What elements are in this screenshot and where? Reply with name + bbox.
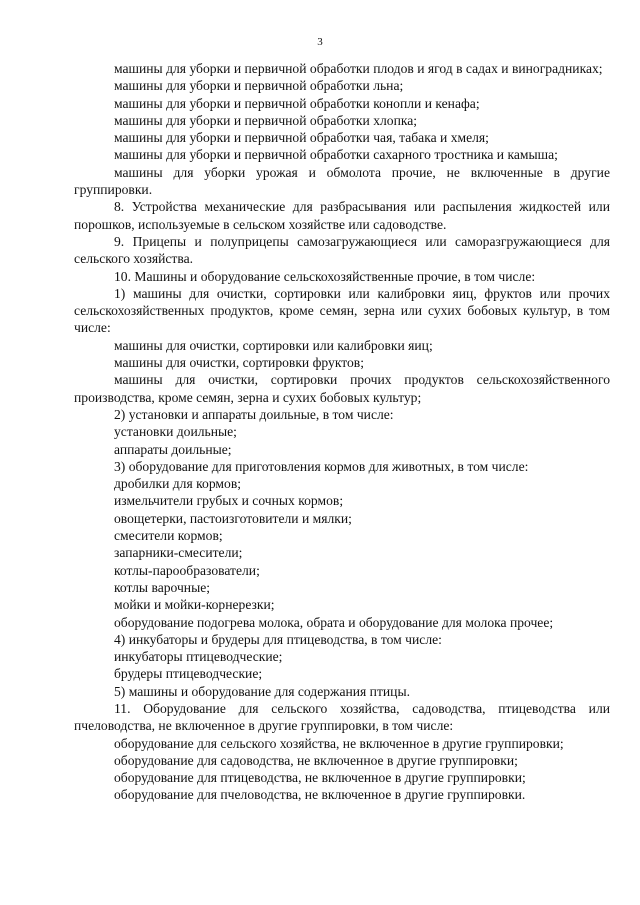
paragraph: 11. Оборудование для сельского хозяйства, садоводства, птицеводства или пчеловодства, не включенное в другие группировки, в том числе: (74, 700, 610, 734)
paragraph: смесители кормов; (114, 528, 223, 544)
paragraph: 9. Прицепы и полуприцепы самозагружающиеся или саморазгружающиеся для сельского хозяйства. (74, 233, 610, 267)
paragraph: дробилки для кормов; (114, 476, 242, 492)
paragraph: котлы варочные; (114, 579, 211, 595)
paragraph: овощетерки, пастоизготовители и мялки; (114, 510, 352, 526)
document-body (74, 60, 610, 804)
paragraph: инкубаторы птицеводческие; (114, 649, 283, 665)
paragraph: 8. Устройства механические для разбрасывания или распыления жидкостей или порошков, используемые в сельском хозяйстве или садоводстве. (74, 199, 610, 232)
paragraph: котлы-парообразователи; (114, 562, 260, 578)
paragraph: брудеры птицеводческие; (114, 666, 263, 682)
paragraph: запарники-смесители; (114, 545, 243, 561)
paragraph: машины для уборки урожая и обмолота прочие, не включенные в другие группировки. (74, 164, 610, 198)
page-number: 3 (317, 36, 323, 48)
paragraph: 2) установки и аппараты доильные, в том числе: (114, 406, 394, 422)
paragraph: аппараты доильные; (114, 441, 232, 457)
paragraph: машины для очистки, сортировки фруктов; (114, 355, 365, 371)
paragraph: оборудование для садоводства, не включенное в другие группировки; (114, 752, 518, 768)
paragraph: машины для очистки, сортировки или калибровки яиц; (114, 337, 433, 353)
paragraph: машины для очистки, сортировки прочих продуктов сельскохозяйственного производства, кроме семян, зерна и сухих бобовых культур; (74, 372, 610, 405)
paragraph: машины для уборки и первичной обработки хлопка; (114, 112, 418, 128)
paragraph: оборудование для птицеводства, не включенное в другие группировки; (114, 770, 526, 786)
paragraph: машины для уборки и первичной обработки чая, табака и хмеля; (114, 130, 489, 146)
paragraph: машины для уборки и первичной обработки льна; (114, 78, 404, 94)
paragraph: измельчители грубых и сочных кормов; (114, 493, 344, 509)
paragraph: 3) оборудование для приготовления кормов для животных, в том числе: (114, 458, 529, 474)
paragraph: оборудование для пчеловодства, не включенное в другие группировки. (114, 787, 526, 803)
paragraph: 4) инкубаторы и брудеры для птицеводства, в том числе: (114, 631, 442, 647)
paragraph: 5) машины и оборудование для содержания птицы. (114, 683, 410, 699)
paragraph: мойки и мойки-корнерезки; (114, 597, 275, 613)
paragraph: машины для уборки и первичной обработки сахарного тростника и камыша; (114, 147, 558, 163)
paragraph: оборудование для сельского хозяйства, не включенное в другие группировки; (114, 735, 564, 751)
paragraph: 10. Машины и оборудование сельскохозяйственные прочие, в том числе: (114, 268, 536, 284)
paragraph: машины для уборки и первичной обработки плодов и ягод в садах и виноградниках; (114, 61, 603, 76)
paragraph: оборудование подогрева молока, обрата и оборудование для молока прочее; (114, 614, 554, 630)
paragraph: машины для уборки и первичной обработки конопли и кенафа; (114, 95, 480, 111)
paragraph: установки доильные; (114, 424, 237, 440)
paragraph: 1) машины для очистки, сортировки или калибровки яиц, фруктов или прочих сельскохозяйственных продуктов, кроме семян, зерна или сухих бобовых культур, в том числе: (74, 285, 610, 336)
